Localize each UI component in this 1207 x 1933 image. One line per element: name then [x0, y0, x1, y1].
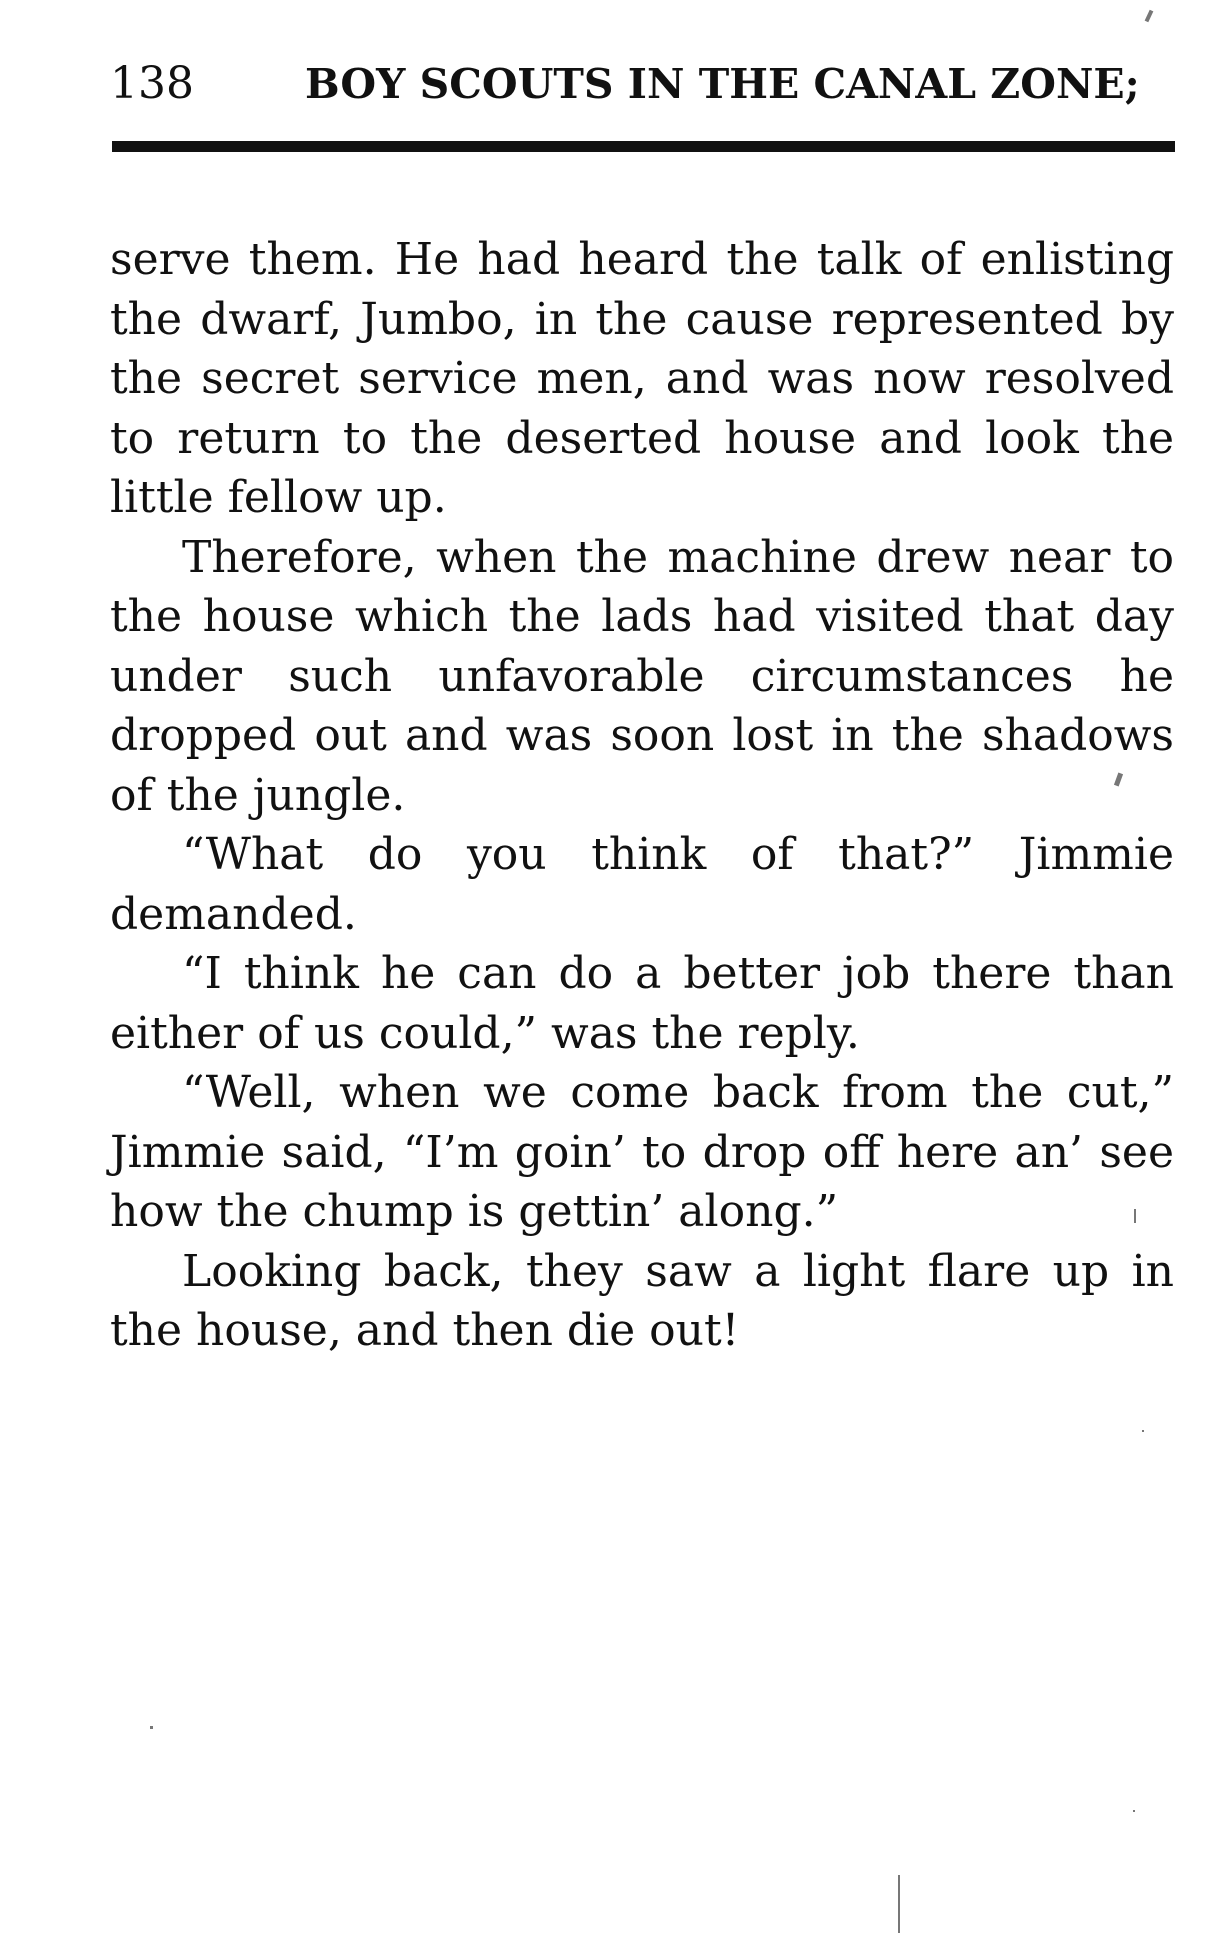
- header-rule: [112, 141, 1175, 152]
- scan-speck: [1134, 1209, 1136, 1223]
- scan-speck: [898, 1875, 900, 1933]
- scan-speck: [1133, 1810, 1135, 1812]
- paragraph-4: “I think he can do a better job there than either of us could,” was the reply.: [110, 948, 1174, 1059]
- page-header: [110, 50, 1175, 120]
- body-text: [110, 230, 1174, 1361]
- paragraph-5: “Well, when we come back from the cut,” Jimmie said, “I’m goin’ to drop off here an’ see how the chump is gettin’ along.”: [110, 1067, 1174, 1237]
- paragraph-2: Therefore, when the machine drew near to the house which the lads had visited that day under such unfavorable circumstances he dropped out and was soon lost in the shadows of the jungle.: [110, 531, 1174, 821]
- page-number: 138: [110, 58, 194, 109]
- paragraph-3: “What do you think of that?” Jimmie demanded.: [110, 829, 1174, 940]
- scan-speck: [150, 1726, 153, 1729]
- paragraph-6: Looking back, they saw a light flare up in the house, and then die out!: [110, 1245, 1174, 1356]
- running-head: BOY SCOUTS IN THE CANAL ZONE;: [305, 60, 1140, 108]
- scan-speck: [1142, 1430, 1144, 1432]
- paragraph-1: serve them. He had heard the talk of enlisting the dwarf, Jumbo, in the cause represented by the secret service men, and was now resolved to return to the deserted house and look the little fellow up.: [110, 234, 1174, 523]
- scan-speck: [1145, 10, 1154, 23]
